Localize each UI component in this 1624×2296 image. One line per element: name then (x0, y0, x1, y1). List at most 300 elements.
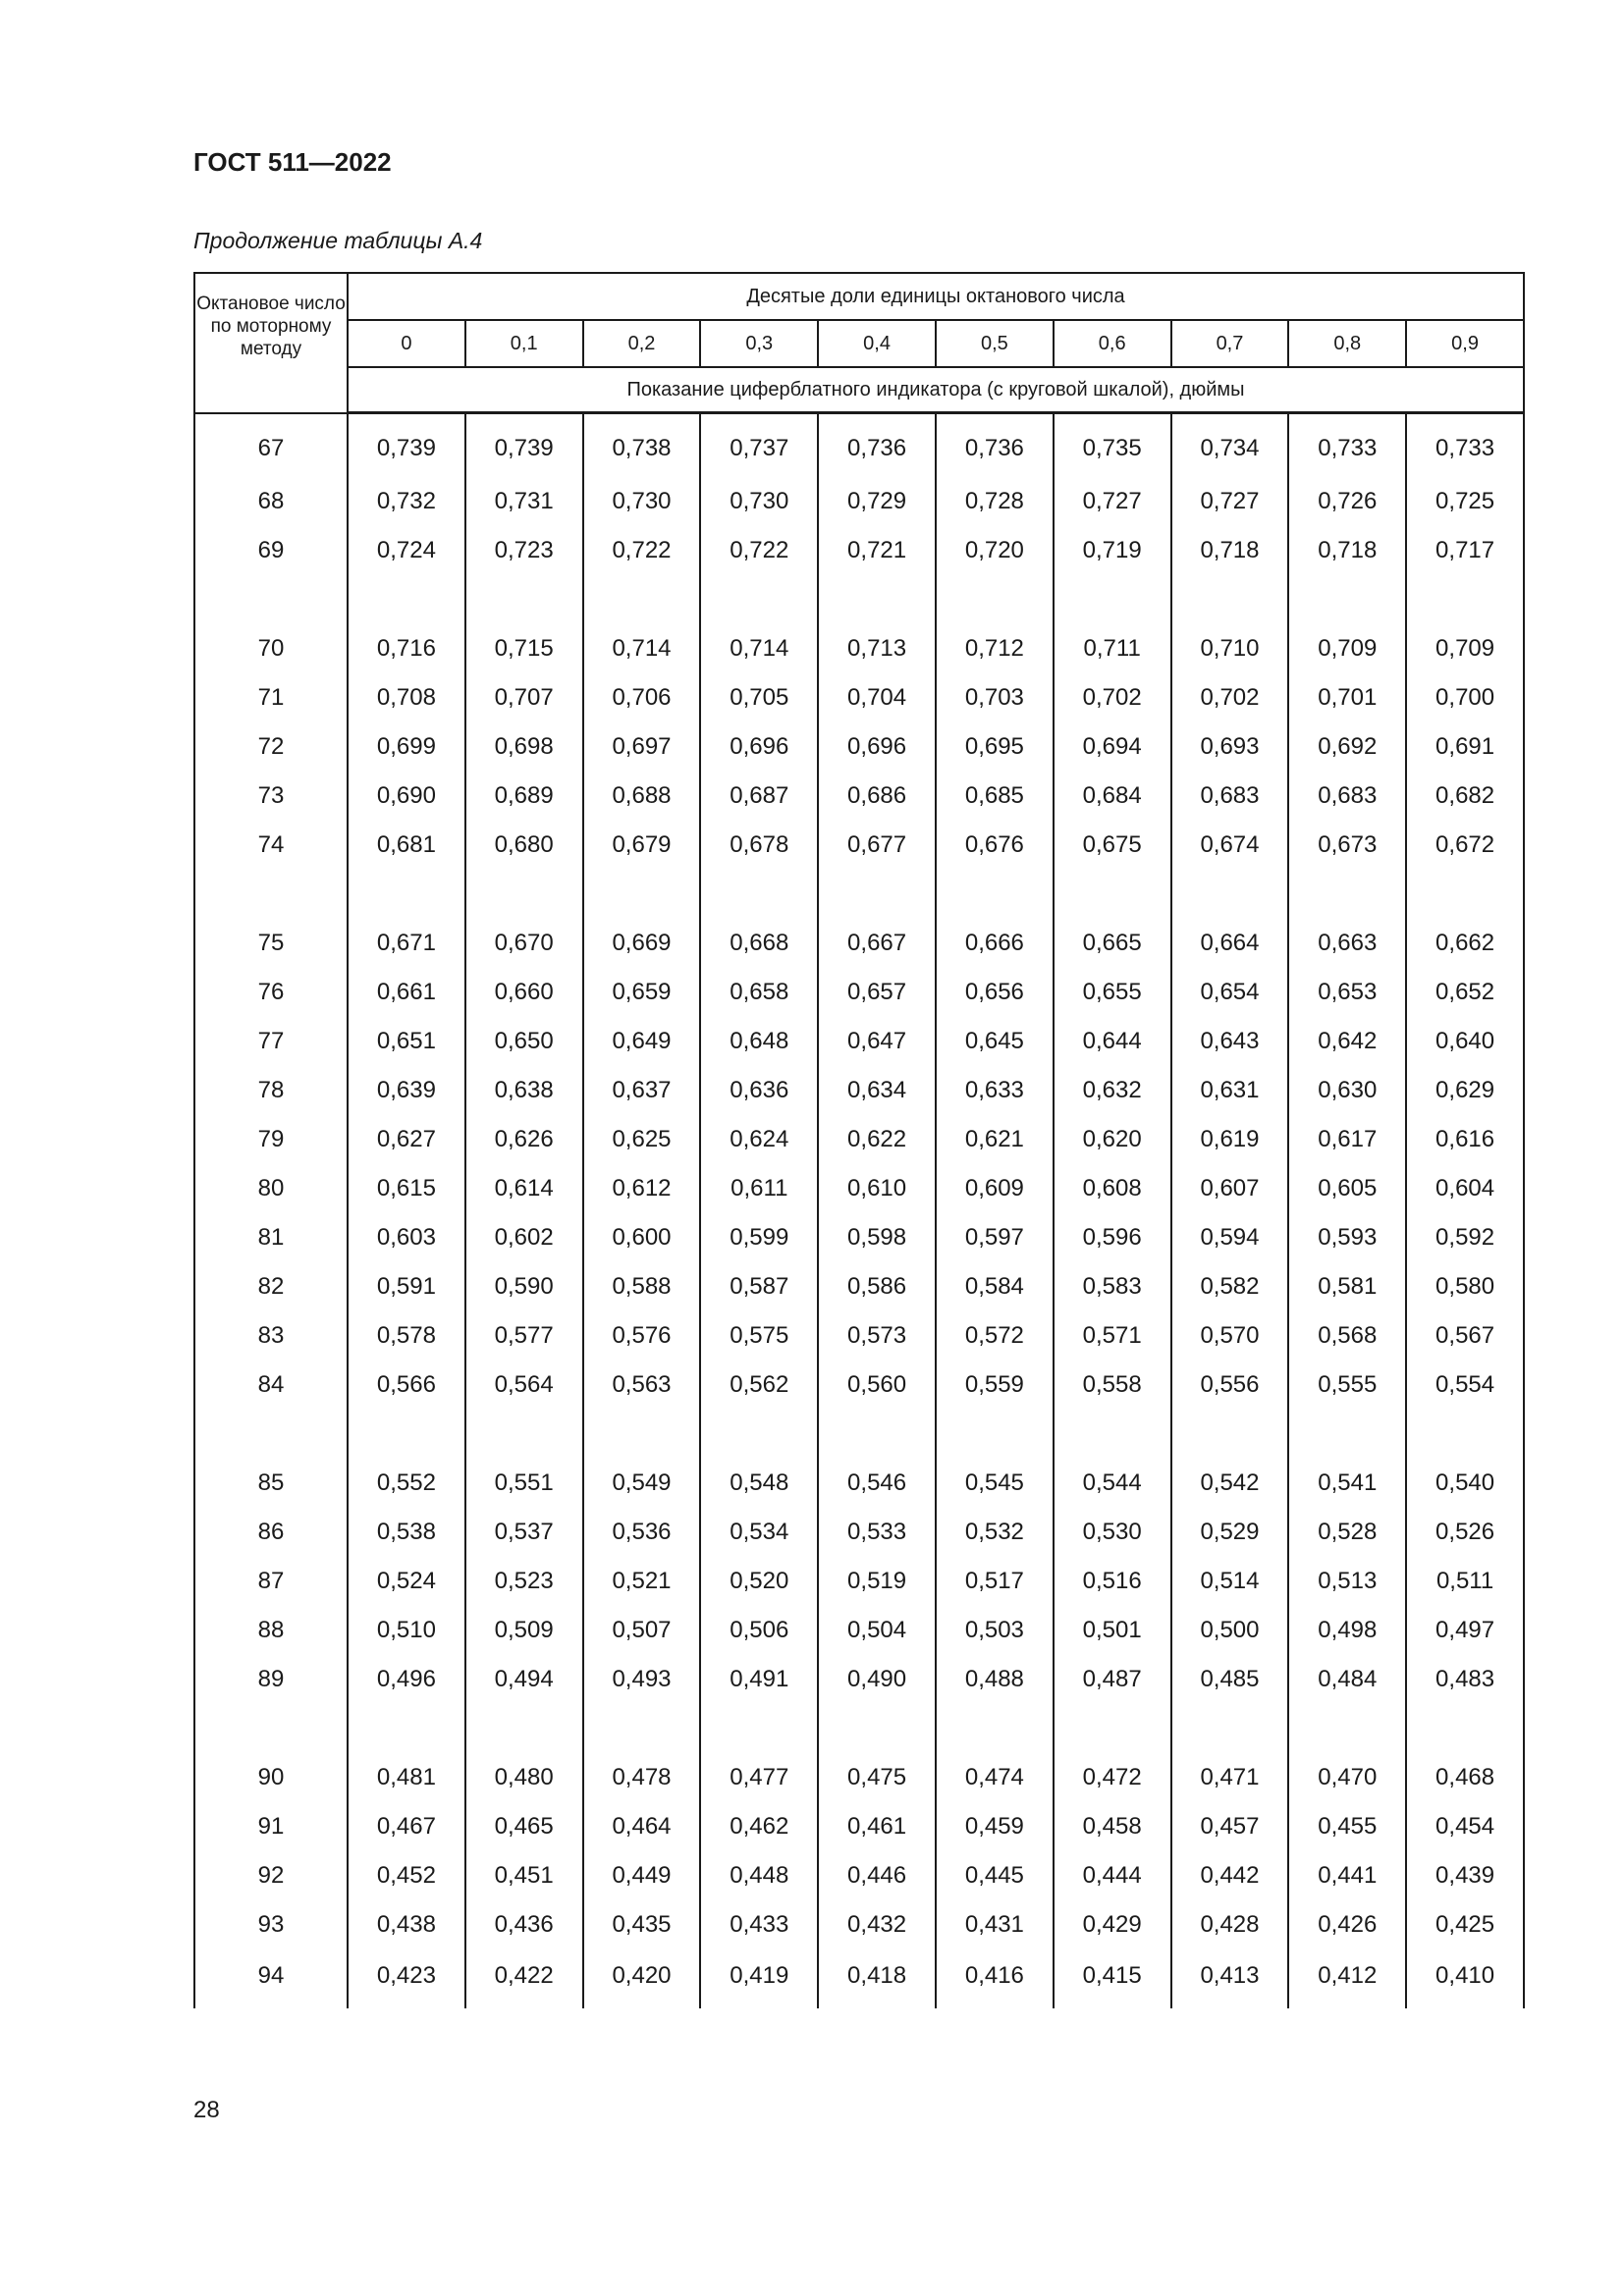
empty-cell (700, 1410, 818, 1459)
value-cell: 0,530 (1054, 1508, 1171, 1557)
table-row (194, 1459, 1524, 1508)
value-cell: 0,678 (700, 821, 818, 870)
column-header: 0 (348, 320, 465, 367)
table-row (194, 1508, 1524, 1557)
value-cell: 0,587 (700, 1262, 818, 1311)
value-cell: 0,503 (936, 1606, 1054, 1655)
value-cell: 0,602 (465, 1213, 583, 1262)
value-cell: 0,647 (818, 1017, 936, 1066)
value-cell: 0,542 (1171, 1459, 1289, 1508)
value-cell: 0,636 (700, 1066, 818, 1115)
empty-cell (936, 1410, 1054, 1459)
value-cell: 0,642 (1288, 1017, 1406, 1066)
value-cell: 0,555 (1288, 1361, 1406, 1410)
value-cell: 0,697 (583, 722, 701, 772)
value-cell: 0,459 (936, 1802, 1054, 1851)
value-cell: 0,711 (1054, 624, 1171, 673)
value-cell: 0,426 (1288, 1900, 1406, 1949)
value-cell: 0,597 (936, 1213, 1054, 1262)
value-cell: 0,610 (818, 1164, 936, 1213)
value-cell: 0,739 (348, 413, 465, 478)
value-cell: 0,481 (348, 1753, 465, 1802)
empty-cell (1406, 575, 1524, 624)
empty-cell (1171, 1704, 1289, 1753)
value-cell: 0,567 (1406, 1311, 1524, 1361)
value-cell: 0,687 (700, 772, 818, 821)
column-header: 0,1 (465, 320, 583, 367)
value-cell: 0,423 (348, 1949, 465, 2008)
value-cell: 0,477 (700, 1753, 818, 1802)
value-cell: 0,704 (818, 673, 936, 722)
value-cell: 0,584 (936, 1262, 1054, 1311)
octane-cell: 83 (194, 1311, 348, 1361)
value-cell: 0,454 (1406, 1802, 1524, 1851)
value-cell: 0,718 (1171, 526, 1289, 575)
column-header: 0,4 (818, 320, 936, 367)
value-cell: 0,493 (583, 1655, 701, 1704)
value-cell: 0,677 (818, 821, 936, 870)
value-cell: 0,548 (700, 1459, 818, 1508)
value-cell: 0,709 (1406, 624, 1524, 673)
value-cell: 0,651 (348, 1017, 465, 1066)
value-cell: 0,727 (1054, 477, 1171, 526)
table-row (194, 1066, 1524, 1115)
value-cell: 0,604 (1406, 1164, 1524, 1213)
value-cell: 0,468 (1406, 1753, 1524, 1802)
value-cell: 0,470 (1288, 1753, 1406, 1802)
octane-cell: 67 (194, 413, 348, 478)
table-row (194, 1949, 1524, 2008)
column-header: 0,5 (936, 320, 1054, 367)
value-cell: 0,619 (1171, 1115, 1289, 1164)
value-cell: 0,528 (1288, 1508, 1406, 1557)
empty-cell (1171, 870, 1289, 919)
empty-cell (465, 870, 583, 919)
column-header-row (194, 320, 1524, 367)
value-cell: 0,667 (818, 919, 936, 968)
table-row (194, 1115, 1524, 1164)
value-cell: 0,662 (1406, 919, 1524, 968)
value-cell: 0,575 (700, 1311, 818, 1361)
value-cell: 0,523 (465, 1557, 583, 1606)
value-cell: 0,410 (1406, 1949, 1524, 2008)
value-cell: 0,702 (1054, 673, 1171, 722)
value-cell: 0,612 (583, 1164, 701, 1213)
empty-cell (583, 575, 701, 624)
value-cell: 0,500 (1171, 1606, 1289, 1655)
octane-cell: 77 (194, 1017, 348, 1066)
empty-cell (936, 575, 1054, 624)
value-cell: 0,422 (465, 1949, 583, 2008)
value-cell: 0,520 (700, 1557, 818, 1606)
value-cell: 0,712 (936, 624, 1054, 673)
octane-cell: 80 (194, 1164, 348, 1213)
value-cell: 0,429 (1054, 1900, 1171, 1949)
table-header (194, 273, 1524, 413)
value-cell: 0,504 (818, 1606, 936, 1655)
value-cell: 0,733 (1288, 413, 1406, 478)
value-cell: 0,586 (818, 1262, 936, 1311)
table-row (194, 1311, 1524, 1361)
value-cell: 0,431 (936, 1900, 1054, 1949)
table-row (194, 722, 1524, 772)
octane-cell: 78 (194, 1066, 348, 1115)
empty-cell (700, 575, 818, 624)
empty-cell (348, 870, 465, 919)
value-cell: 0,684 (1054, 772, 1171, 821)
value-cell: 0,699 (348, 722, 465, 772)
octane-cell: 82 (194, 1262, 348, 1311)
value-cell: 0,533 (818, 1508, 936, 1557)
value-cell: 0,455 (1288, 1802, 1406, 1851)
value-cell: 0,698 (465, 722, 583, 772)
value-cell: 0,722 (583, 526, 701, 575)
value-cell: 0,564 (465, 1361, 583, 1410)
value-cell: 0,643 (1171, 1017, 1289, 1066)
value-cell: 0,739 (465, 413, 583, 478)
value-cell: 0,679 (583, 821, 701, 870)
table-row (194, 673, 1524, 722)
value-cell: 0,669 (583, 919, 701, 968)
table-row (194, 1802, 1524, 1851)
value-cell: 0,657 (818, 968, 936, 1017)
value-cell: 0,633 (936, 1066, 1054, 1115)
value-cell: 0,719 (1054, 526, 1171, 575)
empty-cell (1054, 1704, 1171, 1753)
value-cell: 0,464 (583, 1802, 701, 1851)
empty-cell (583, 1704, 701, 1753)
table-row (194, 624, 1524, 673)
table-row (194, 1557, 1524, 1606)
value-cell: 0,620 (1054, 1115, 1171, 1164)
value-cell: 0,675 (1054, 821, 1171, 870)
value-cell: 0,637 (583, 1066, 701, 1115)
value-cell: 0,545 (936, 1459, 1054, 1508)
value-cell: 0,559 (936, 1361, 1054, 1410)
value-cell: 0,583 (1054, 1262, 1171, 1311)
value-cell: 0,458 (1054, 1802, 1171, 1851)
page-number: 28 (193, 2097, 220, 2123)
column-header: 0,2 (583, 320, 701, 367)
empty-cell (194, 870, 348, 919)
value-cell: 0,654 (1171, 968, 1289, 1017)
value-cell: 0,701 (1288, 673, 1406, 722)
empty-cell (1406, 1410, 1524, 1459)
value-cell: 0,690 (348, 772, 465, 821)
value-cell: 0,611 (700, 1164, 818, 1213)
table-row (194, 1851, 1524, 1900)
document-header: ГОСТ 511—2022 (193, 147, 392, 177)
value-cell: 0,738 (583, 413, 701, 478)
empty-cell (194, 1410, 348, 1459)
value-cell: 0,572 (936, 1311, 1054, 1361)
value-cell: 0,645 (936, 1017, 1054, 1066)
value-cell: 0,562 (700, 1361, 818, 1410)
value-cell: 0,715 (465, 624, 583, 673)
value-cell: 0,483 (1406, 1655, 1524, 1704)
value-cell: 0,614 (465, 1164, 583, 1213)
table-row (194, 1753, 1524, 1802)
table-container (193, 272, 1523, 2008)
value-cell: 0,665 (1054, 919, 1171, 968)
value-cell: 0,644 (1054, 1017, 1171, 1066)
value-cell: 0,511 (1406, 1557, 1524, 1606)
value-cell: 0,441 (1288, 1851, 1406, 1900)
value-cell: 0,485 (1171, 1655, 1289, 1704)
value-cell: 0,737 (700, 413, 818, 478)
value-cell: 0,706 (583, 673, 701, 722)
value-cell: 0,598 (818, 1213, 936, 1262)
empty-cell (818, 1410, 936, 1459)
table-row (194, 413, 1524, 478)
octane-cell: 84 (194, 1361, 348, 1410)
value-cell: 0,513 (1288, 1557, 1406, 1606)
value-cell: 0,733 (1406, 413, 1524, 478)
spacer-row (194, 1410, 1524, 1459)
value-cell: 0,676 (936, 821, 1054, 870)
value-cell: 0,692 (1288, 722, 1406, 772)
value-cell: 0,656 (936, 968, 1054, 1017)
value-cell: 0,710 (1171, 624, 1289, 673)
value-cell: 0,666 (936, 919, 1054, 968)
empty-cell (348, 1410, 465, 1459)
empty-cell (1171, 1410, 1289, 1459)
value-cell: 0,541 (1288, 1459, 1406, 1508)
empty-cell (348, 1704, 465, 1753)
value-cell: 0,670 (465, 919, 583, 968)
value-cell: 0,717 (1406, 526, 1524, 575)
value-cell: 0,638 (465, 1066, 583, 1115)
value-cell: 0,439 (1406, 1851, 1524, 1900)
value-cell: 0,582 (1171, 1262, 1289, 1311)
octane-column-header: Октановое число по моторному методу (194, 273, 348, 413)
value-cell: 0,475 (818, 1753, 936, 1802)
value-cell: 0,432 (818, 1900, 936, 1949)
empty-cell (1171, 575, 1289, 624)
value-cell: 0,501 (1054, 1606, 1171, 1655)
value-cell: 0,573 (818, 1311, 936, 1361)
value-cell: 0,727 (1171, 477, 1289, 526)
value-cell: 0,716 (348, 624, 465, 673)
value-cell: 0,465 (465, 1802, 583, 1851)
empty-cell (818, 1704, 936, 1753)
value-cell: 0,622 (818, 1115, 936, 1164)
value-cell: 0,682 (1406, 772, 1524, 821)
empty-cell (465, 1704, 583, 1753)
value-cell: 0,648 (700, 1017, 818, 1066)
value-cell: 0,445 (936, 1851, 1054, 1900)
unit-header: Показание циферблатного индикатора (с круговой шкалой), дюймы (348, 367, 1524, 413)
value-cell: 0,658 (700, 968, 818, 1017)
value-cell: 0,462 (700, 1802, 818, 1851)
value-cell: 0,630 (1288, 1066, 1406, 1115)
table-row (194, 1262, 1524, 1311)
value-cell: 0,680 (465, 821, 583, 870)
octane-cell: 75 (194, 919, 348, 968)
value-cell: 0,536 (583, 1508, 701, 1557)
value-cell: 0,639 (348, 1066, 465, 1115)
value-cell: 0,551 (465, 1459, 583, 1508)
empty-cell (465, 575, 583, 624)
value-cell: 0,594 (1171, 1213, 1289, 1262)
value-cell: 0,416 (936, 1949, 1054, 2008)
value-cell: 0,627 (348, 1115, 465, 1164)
table-row (194, 772, 1524, 821)
value-cell: 0,714 (583, 624, 701, 673)
empty-cell (700, 1704, 818, 1753)
table-row (194, 1164, 1524, 1213)
value-cell: 0,696 (700, 722, 818, 772)
octane-cell: 68 (194, 477, 348, 526)
value-cell: 0,544 (1054, 1459, 1171, 1508)
value-cell: 0,599 (700, 1213, 818, 1262)
value-cell: 0,593 (1288, 1213, 1406, 1262)
value-cell: 0,640 (1406, 1017, 1524, 1066)
value-cell: 0,577 (465, 1311, 583, 1361)
value-cell: 0,451 (465, 1851, 583, 1900)
column-header: 0,6 (1054, 320, 1171, 367)
value-cell: 0,661 (348, 968, 465, 1017)
octane-cell: 88 (194, 1606, 348, 1655)
value-cell: 0,728 (936, 477, 1054, 526)
value-cell: 0,607 (1171, 1164, 1289, 1213)
empty-cell (1406, 1704, 1524, 1753)
value-cell: 0,714 (700, 624, 818, 673)
value-cell: 0,449 (583, 1851, 701, 1900)
empty-cell (700, 870, 818, 919)
value-cell: 0,526 (1406, 1508, 1524, 1557)
value-cell: 0,730 (583, 477, 701, 526)
value-cell: 0,491 (700, 1655, 818, 1704)
value-cell: 0,723 (465, 526, 583, 575)
table-row (194, 477, 1524, 526)
value-cell: 0,524 (348, 1557, 465, 1606)
empty-cell (194, 1704, 348, 1753)
value-cell: 0,655 (1054, 968, 1171, 1017)
value-cell: 0,433 (700, 1900, 818, 1949)
value-cell: 0,554 (1406, 1361, 1524, 1410)
value-cell: 0,689 (465, 772, 583, 821)
empty-cell (194, 575, 348, 624)
value-cell: 0,729 (818, 477, 936, 526)
value-cell: 0,490 (818, 1655, 936, 1704)
value-cell: 0,560 (818, 1361, 936, 1410)
value-cell: 0,556 (1171, 1361, 1289, 1410)
value-cell: 0,532 (936, 1508, 1054, 1557)
value-cell: 0,428 (1171, 1900, 1289, 1949)
value-cell: 0,631 (1171, 1066, 1289, 1115)
value-cell: 0,709 (1288, 624, 1406, 673)
octane-cell: 85 (194, 1459, 348, 1508)
octane-cell: 89 (194, 1655, 348, 1704)
value-cell: 0,588 (583, 1262, 701, 1311)
value-cell: 0,590 (465, 1262, 583, 1311)
value-cell: 0,734 (1171, 413, 1289, 478)
value-cell: 0,702 (1171, 673, 1289, 722)
table-row (194, 821, 1524, 870)
value-cell: 0,632 (1054, 1066, 1171, 1115)
value-cell: 0,563 (583, 1361, 701, 1410)
value-cell: 0,668 (700, 919, 818, 968)
octane-cell: 70 (194, 624, 348, 673)
value-cell: 0,608 (1054, 1164, 1171, 1213)
tenths-header: Десятые доли единицы октанового числа (348, 273, 1524, 320)
octane-cell: 87 (194, 1557, 348, 1606)
value-cell: 0,652 (1406, 968, 1524, 1017)
value-cell: 0,549 (583, 1459, 701, 1508)
value-cell: 0,683 (1171, 772, 1289, 821)
value-cell: 0,629 (1406, 1066, 1524, 1115)
value-cell: 0,626 (465, 1115, 583, 1164)
table-row (194, 1361, 1524, 1410)
value-cell: 0,725 (1406, 477, 1524, 526)
value-cell: 0,521 (583, 1557, 701, 1606)
octane-cell: 74 (194, 821, 348, 870)
value-cell: 0,438 (348, 1900, 465, 1949)
value-cell: 0,580 (1406, 1262, 1524, 1311)
empty-cell (348, 575, 465, 624)
table-row (194, 1213, 1524, 1262)
value-cell: 0,497 (1406, 1606, 1524, 1655)
value-cell: 0,570 (1171, 1311, 1289, 1361)
value-cell: 0,672 (1406, 821, 1524, 870)
value-cell: 0,694 (1054, 722, 1171, 772)
value-cell: 0,634 (818, 1066, 936, 1115)
octane-cell: 81 (194, 1213, 348, 1262)
value-cell: 0,696 (818, 722, 936, 772)
value-cell: 0,686 (818, 772, 936, 821)
value-cell: 0,722 (700, 526, 818, 575)
value-cell: 0,519 (818, 1557, 936, 1606)
value-cell: 0,624 (700, 1115, 818, 1164)
value-cell: 0,558 (1054, 1361, 1171, 1410)
value-cell: 0,726 (1288, 477, 1406, 526)
empty-cell (1054, 575, 1171, 624)
value-cell: 0,731 (465, 477, 583, 526)
value-cell: 0,707 (465, 673, 583, 722)
octane-cell: 92 (194, 1851, 348, 1900)
value-cell: 0,552 (348, 1459, 465, 1508)
table-row (194, 1017, 1524, 1066)
empty-cell (583, 870, 701, 919)
table-row (194, 919, 1524, 968)
value-cell: 0,603 (348, 1213, 465, 1262)
value-cell: 0,457 (1171, 1802, 1289, 1851)
value-cell: 0,566 (348, 1361, 465, 1410)
value-cell: 0,538 (348, 1508, 465, 1557)
empty-cell (1288, 1410, 1406, 1459)
value-cell: 0,703 (936, 673, 1054, 722)
value-cell: 0,617 (1288, 1115, 1406, 1164)
value-cell: 0,413 (1171, 1949, 1289, 2008)
value-cell: 0,474 (936, 1753, 1054, 1802)
value-cell: 0,683 (1288, 772, 1406, 821)
value-cell: 0,517 (936, 1557, 1054, 1606)
spacer-row (194, 1704, 1524, 1753)
value-cell: 0,444 (1054, 1851, 1171, 1900)
octane-cell: 90 (194, 1753, 348, 1802)
value-cell: 0,419 (700, 1949, 818, 2008)
empty-cell (1054, 870, 1171, 919)
value-cell: 0,516 (1054, 1557, 1171, 1606)
value-cell: 0,509 (465, 1606, 583, 1655)
value-cell: 0,448 (700, 1851, 818, 1900)
octane-cell: 72 (194, 722, 348, 772)
value-cell: 0,688 (583, 772, 701, 821)
value-cell: 0,659 (583, 968, 701, 1017)
octane-cell: 73 (194, 772, 348, 821)
octane-cell: 71 (194, 673, 348, 722)
